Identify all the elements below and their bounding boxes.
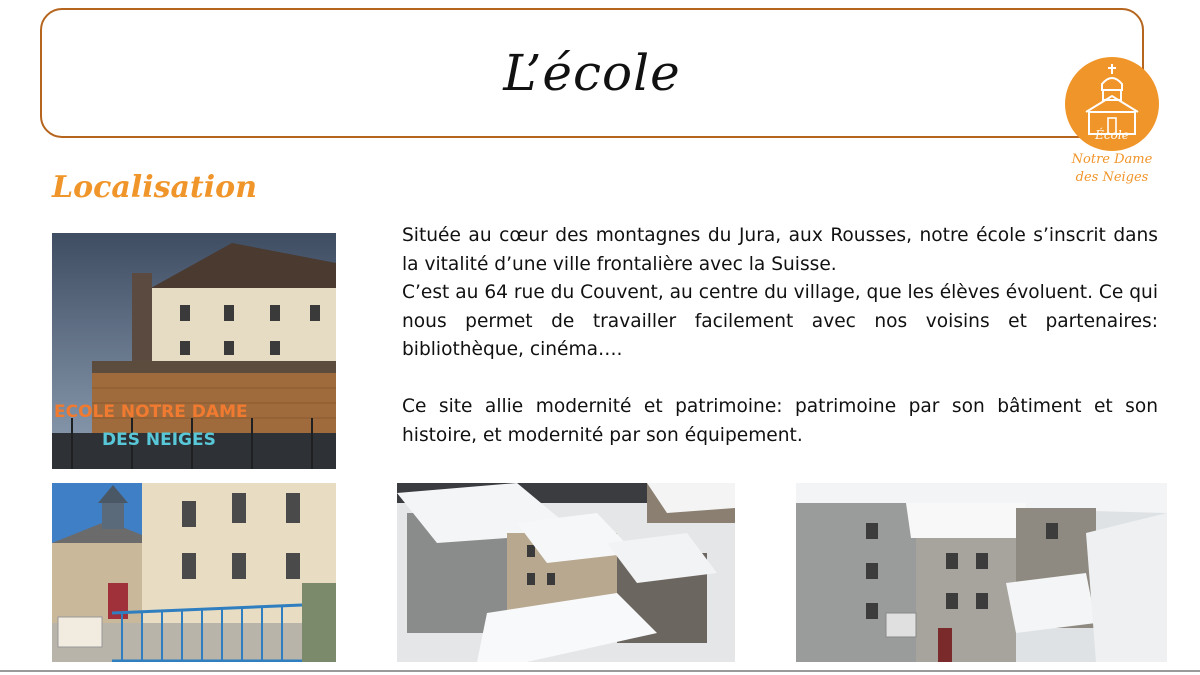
logo-text-notre-dame: Notre Dame [1071, 152, 1153, 167]
footer-divider [0, 670, 1200, 672]
photo-aerial-snow-1 [397, 483, 735, 662]
photo-school-front [52, 233, 336, 469]
paragraph-3: Ce site allie modernité et patrimoine: patrimoine par son bâtiment et son histoire, et modernité par son équipement. [402, 396, 1158, 446]
sign-text-line1: ECOLE NOTRE DAME [54, 402, 248, 422]
logo-text-ecole: École [1095, 128, 1129, 142]
page-title: L’école [503, 44, 681, 102]
section-title-localisation: Localisation [52, 170, 258, 205]
title-banner [40, 8, 1144, 138]
sign-text-line2: DES NEIGES [102, 430, 216, 450]
description-text [402, 222, 1158, 450]
paragraph-2: C’est au 64 rue du Couvent, au centre du village, que les élèves évoluent. Ce qui nous permet de travailler facilement avec nos voisins et partenaires: bibliothèque, cinéma…. [402, 282, 1158, 360]
photo-aerial-snow-2 [796, 483, 1167, 662]
school-logo [1062, 56, 1162, 196]
logo-text-des-neiges: des Neiges [1075, 170, 1149, 185]
photo-stone-building [52, 483, 336, 662]
paragraph-1: Située au cœur des montagnes du Jura, aux Rousses, notre école s’inscrit dans la vitalité d’une ville frontalière avec la Suisse. [402, 225, 1158, 275]
